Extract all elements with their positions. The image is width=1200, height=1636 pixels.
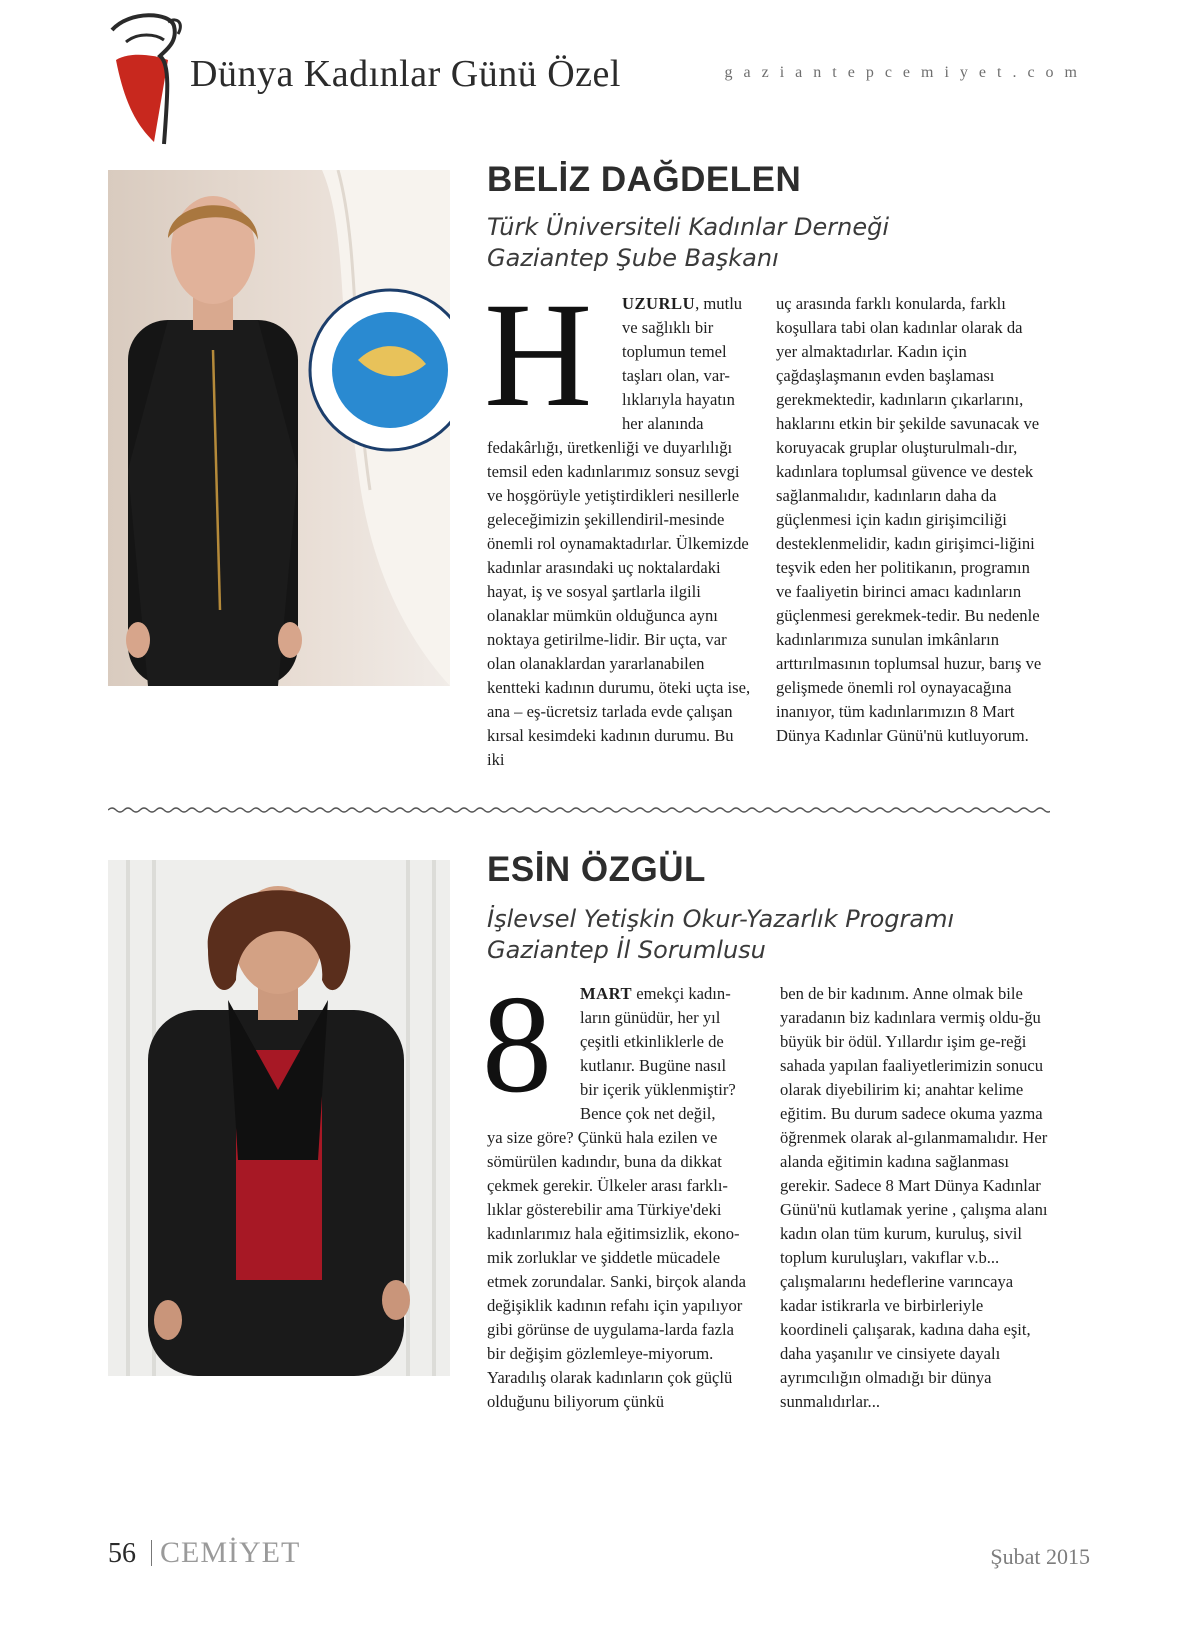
lead-line: lıklarıyla hayatın — [622, 390, 735, 409]
lead-line: ve sağlıklı bir — [622, 318, 714, 337]
page-number: 56 — [108, 1538, 136, 1569]
lead-first-word: UZURLU — [622, 294, 696, 313]
profile-role-line1: Türk Üniversiteli Kadınlar Derneği — [487, 213, 890, 241]
magazine-name: CEMİYET — [160, 1536, 301, 1569]
article-column-2: uç arasında farklı konularda, farklı koşullara tabi olan kadınlar olarak da yer almaktadırlar. Kadın için çağdaşlaşmanın evden başlaması gerekmektedir, kadınların çıkarlarını, haklarını etkin bir şekilde savunacak ve koruyacak gruplar oluşturulmalı-dır, kadınlara toplumsal güvence ve destek sağlanmalıdır, kadınların daha da güçlenmesi için kadın girişimciliği desteklenmelidir, kadın girişimci-liğini teşvik eden her politikanın, programın ve faaliyetin birinci amacı kadınların güçlenmesi gerekmek-tedir. Bu nedenle kadınlarımıza sunulan imkânların arttırılmasının toplumsal huzur, barış ve gelişmede önemli rol oynayacağına inanıyor, tüm kadınlarımızın 8 Mart Dünya Kadınlar Günü'nü kutluyorum. — [776, 294, 1042, 745]
profile-photo-beliz — [108, 170, 450, 686]
article-column-1: ya size göre? Çünkü hala ezilen ve sömürülen kadındır, buna da dikkat çekmek gerekir. Ülkeler arası farklı-lıklar gösterebilir ama Türkiye'deki kadınlarımız hala eğitimsizlik, ekono-mik zorluklar ve şiddetle mücadele etmek zorundalar. Sanki, birçok alanda değişiklik kadının refahı için yapılıyor gibi görünse de uygulama-larda fazla bir değişim gözlemleye-miyorum. Yaradılış olarak kadınların çok güçlü olduğunu biliyorum çünkü — [487, 1128, 746, 1411]
wavy-divider — [108, 805, 1050, 815]
profile-role-line1: İşlevsel Yetişkin Okur-Yazarlık Programı — [487, 905, 955, 933]
site-url: gaziantepcemiyet.com — [724, 64, 1088, 81]
lead-line: bir içerik yüklenmiştir? — [580, 1080, 736, 1099]
lead-line: UZURLU, mutlu — [622, 294, 743, 313]
dropcap: H — [484, 272, 593, 438]
lead-first-word: MART — [580, 984, 633, 1003]
woman-silhouette-logo-icon — [108, 12, 188, 148]
issue-date: Şubat 2015 — [990, 1544, 1090, 1569]
article-lead-column — [580, 982, 770, 1126]
footer-divider — [151, 1540, 152, 1566]
section-title: Dünya Kadınlar Günü Özel — [190, 53, 621, 95]
profile-photo-esin — [108, 860, 450, 1376]
profile-role-line2: Gaziantep İl Sorumlusu — [487, 936, 766, 964]
lead-line: Bence çok net değil, — [580, 1104, 716, 1123]
lead-line: her alanında — [622, 414, 704, 433]
article-lead-column — [622, 292, 762, 436]
lead-line: MART emekçi kadın- — [580, 984, 731, 1003]
profile-name: ESİN ÖZGÜL — [487, 850, 706, 889]
article-column-1: fedakârlığı, üretkenliği ve duyarlılığı temsil eden kadınlarımız sonsuz sevgi ve hoşgörüyle yetiştirdikleri nesillerle geleceğimizin şekillendiril-mesinde önemli rol oynamaktadırlar. Ülkemizde kadınlar arasındaki uç noktalardaki hayat, iş ve sosyal şartlarla ilgili olanaklar mümkün olduğunca aynı noktaya getirilme-lidir. Bir uçta, var olan olanaklardan yararlanabilen kentteki kadının durumu, öteki uçta ise, ana – eş-ücretsiz tarlada evde çalışan kırsal kesimdeki kadının durumu. Bu iki — [487, 438, 751, 769]
lead-line: toplumun temel — [622, 342, 727, 361]
profile-name: BELİZ DAĞDELEN — [487, 160, 802, 199]
lead-line: ların günüdür, her yıl — [580, 1008, 721, 1027]
profile-role-line2: Gaziantep Şube Başkanı — [487, 244, 779, 272]
lead-line: çeşitli etkinliklerle de — [580, 1032, 724, 1051]
lead-line: kutlanır. Bugüne nasıl — [580, 1056, 727, 1075]
article-column-2: ben de bir kadınım. Anne olmak bile yaradanın biz kadınlara vermiş oldu-ğu büyük bir ödül. Yıllardır işim ge-reği sahada yapılan faaliyetlerimizin sonucu olarak diyebilirim ki; anahtar kelime eğitim. Bu durum sadece okuma yazma öğrenmek olarak al-gılanmamalıdır. Her alanda eğitimin kadına sağlanması gerekir. Sadece 8 Mart Dünya Kadınlar Günü'nü kutlamak yerine , çalışma alanı kadın olan tüm kurum, kuruluş, sivil toplum kuruluşları, vakıflar v.b... çalışmalarını hedeflerine varıncaya kadar istikrarla ve birbirleriyle koordineli çalışarak, kadına daha eşit, daha yaşanılır ve cinsiyete dayalı ayrımcılığın olmadığı bir dünya sunmalıdırlar... — [780, 984, 1048, 1411]
dropcap: 8 — [482, 967, 552, 1122]
lead-line: taşları olan, var- — [622, 366, 730, 385]
